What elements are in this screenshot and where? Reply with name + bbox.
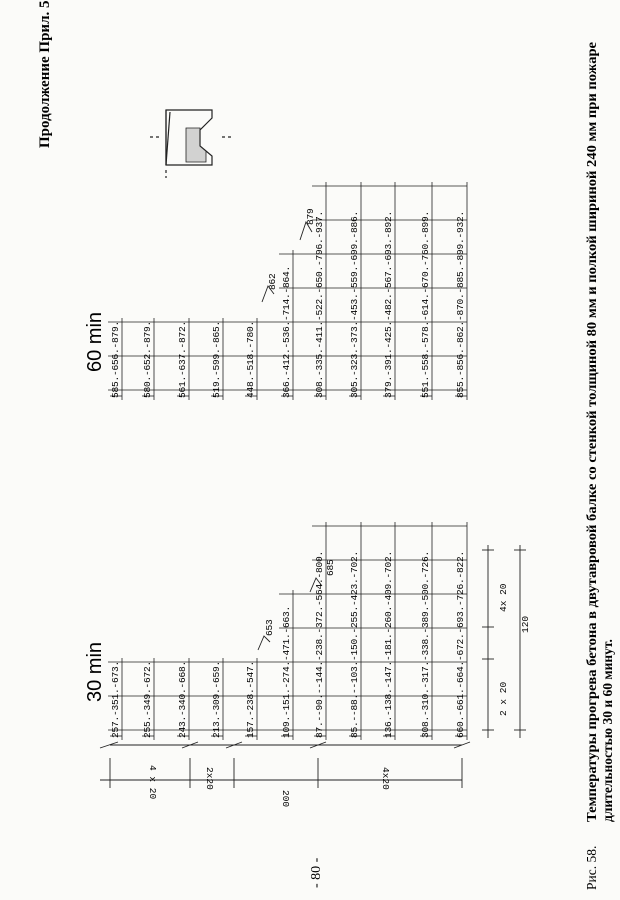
chart_60-row-6: 366.-412.-536.-714.-864. (281, 265, 292, 398)
branch-label-685: 685 (325, 559, 336, 576)
chart-60min (84, 182, 467, 400)
dim-120: 120 (520, 615, 531, 633)
dim-4x20-top: 4 x 20 (147, 765, 158, 800)
chart_30-row-2: 255.-349.-672. (142, 660, 153, 738)
chart_60-row-11: 855.-856.-862.-870.-885.-899.-932. (455, 210, 466, 398)
caption-line1: Температуры прогрева бетона в двутавровой балке со стенкой толщиной 80 мм и полкой шириной 240 мм при пожаре (584, 97, 599, 822)
dim-200: 200 (280, 790, 291, 808)
chart_30-row-5: 157.-238.-547. (245, 660, 256, 738)
chart_60-row-9: 379.-391.-425.-482.-567.-693.-892. (383, 210, 394, 398)
dim-4x20-bottom: 4x20 (380, 767, 391, 790)
chart_30-row-8: 85.--88.--103.-150.-255.-423.-702. (349, 550, 360, 738)
caption-prefix: Рис. 58. (584, 845, 599, 890)
chart-30min (84, 522, 531, 807)
chart_30-row-7: 87.--90.--144.-238.-372.-564.-800. (314, 550, 325, 738)
chart_60-row-7: 308.-335.-411.-522.-650.-796.-937. (314, 210, 325, 398)
chart_30-row-1: 257.-351.-673. (110, 660, 121, 738)
dim-4x20-right: 4x 20 (498, 583, 509, 612)
i-beam-section-icon (150, 110, 232, 178)
caption-line2: длительностью 30 и 60 минут. (600, 639, 615, 822)
running-header: Продолжение Прил. 5 (37, 0, 53, 148)
dim-2x20-bottom: 2 x 20 (498, 681, 509, 716)
values-60min (110, 211, 466, 398)
chart_60-row-4: 519.-599.-865. (211, 320, 222, 398)
page-number: - 80 - (309, 857, 324, 888)
chart_30-row-10: 308.-310.-317.-338.-389.-500.-726. (420, 550, 431, 738)
chart_60-row-10: 551.-558.-578.-614.-670.-760.-899. (420, 210, 431, 398)
chart_30-row-6: 109.-151.-274.-471.-663. (281, 605, 292, 738)
chart_30-row-9: 136.-138.-147.-181.-260.-409.-702. (383, 550, 394, 738)
chart_60-row-2: 580.-652.-879. (142, 320, 153, 398)
dim-2x20: 2x20 (204, 767, 215, 790)
chart-30-title: 30 min (84, 641, 106, 702)
values-30min (110, 551, 466, 738)
branch-label-862: 862 (267, 273, 278, 290)
chart_60-row-8: 305.-323.-373.-453.-559.-699.-886. (349, 210, 360, 398)
branch-label-879: 879 (305, 208, 316, 225)
chart_30-row-4: 213.-309.-659. (211, 660, 222, 738)
chart-60-title: 60 min (84, 311, 106, 372)
chart_30-row-3: 243.-340.-668. (177, 660, 188, 738)
chart_30-row-11: 660.-661.-664.-672.-693.-726.-822. (455, 550, 466, 738)
chart_60-row-3: 561.-637.-872. (177, 320, 188, 398)
chart_60-row-1: 585.-656.-879. (110, 320, 121, 398)
branch-label-653: 653 (264, 619, 275, 636)
chart_60-row-5: 448.-518.-780. (245, 320, 256, 398)
